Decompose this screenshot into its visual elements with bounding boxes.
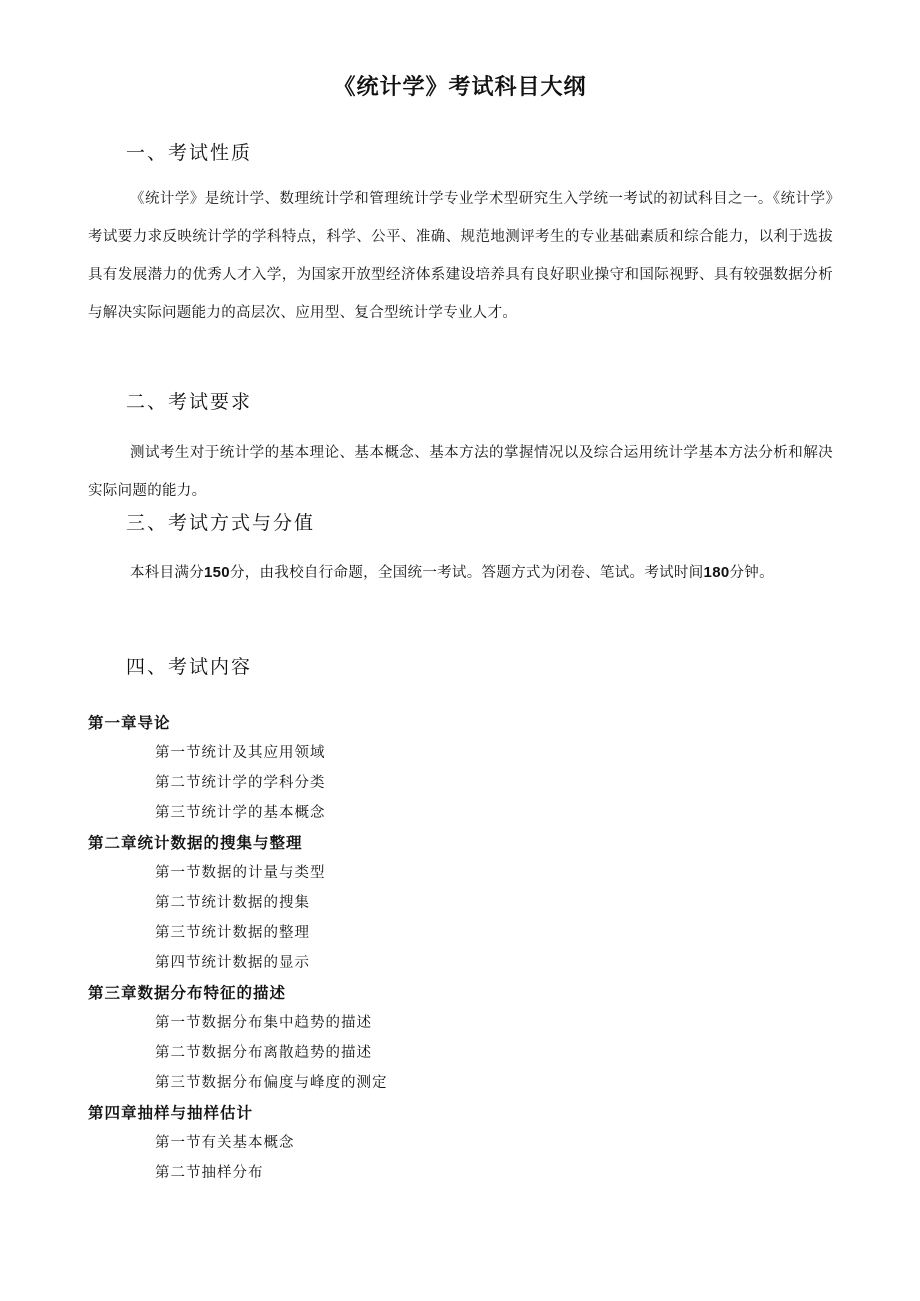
format-text-3: 分钟。	[729, 565, 774, 581]
section-item: 第三节统计数据的整理	[155, 925, 310, 941]
format-text-1: 本科目满分	[130, 565, 204, 581]
format-text-2: 分，由我校自行命题，全国统一考试。答题方式为闭卷、笔试。考试时间	[229, 565, 704, 581]
chapter-heading: 第四章抽样与抽样估计	[88, 1103, 254, 1122]
section-item: 第一节数据分布集中趋势的描述	[155, 1015, 372, 1031]
section-item: 第三节统计学的基本概念	[155, 805, 326, 821]
section-item: 第二节抽样分布	[155, 1165, 264, 1181]
exam-time-value: 180	[703, 564, 730, 581]
section-body-nature: 《统计学》是统计学、数理统计学和管理统计学专业学术型研究生入学统一考试的初试科目之一。《统计学》考试要力求反映统计学的学科特点，科学、公平、准确、规范地测评考生的专业基础素质和综合能力，以利于选拔具有发展潜力的优秀人才入学，为国家开放型经济体系建设培养具有良好职业操守和国际视野、具有较强数据分析与解决实际问题能力的高层次、应用型、复合型统计学专业人才。	[88, 191, 833, 321]
content-outline	[88, 708, 848, 1188]
chapter-heading: 第一章导论	[88, 713, 171, 732]
section-item: 第二节统计学的学科分类	[155, 775, 326, 791]
section-item: 第一节统计及其应用领域	[155, 745, 326, 761]
section-heading-content: 四、考试内容	[126, 656, 253, 678]
section-item: 第二节数据分布离散趋势的描述	[155, 1045, 372, 1061]
section-body-format	[88, 554, 833, 592]
section-item: 第一节数据的计量与类型	[155, 865, 326, 881]
section-item: 第三节数据分布偏度与峰度的测定	[155, 1075, 388, 1091]
full-score-value: 150	[204, 564, 230, 581]
section-body-requirements: 测试考生对于统计学的基本理论、基本概念、基本方法的掌握情况以及综合运用统计学基本方法分析和解决实际问题的能力。	[88, 445, 833, 499]
section-heading-format: 三、考试方式与分值	[126, 512, 316, 534]
section-heading-nature: 一、考试性质	[126, 142, 253, 164]
chapter-heading: 第二章统计数据的搜集与整理	[88, 833, 303, 852]
section-item: 第四节统计数据的显示	[155, 955, 310, 971]
section-item: 第一节有关基本概念	[155, 1135, 295, 1151]
section-item: 第二节统计数据的搜集	[155, 895, 310, 911]
page-title: 《统计学》考试科目大纲	[333, 75, 587, 100]
section-heading-requirements: 二、考试要求	[126, 391, 253, 413]
chapter-heading: 第三章数据分布特征的描述	[88, 983, 287, 1002]
